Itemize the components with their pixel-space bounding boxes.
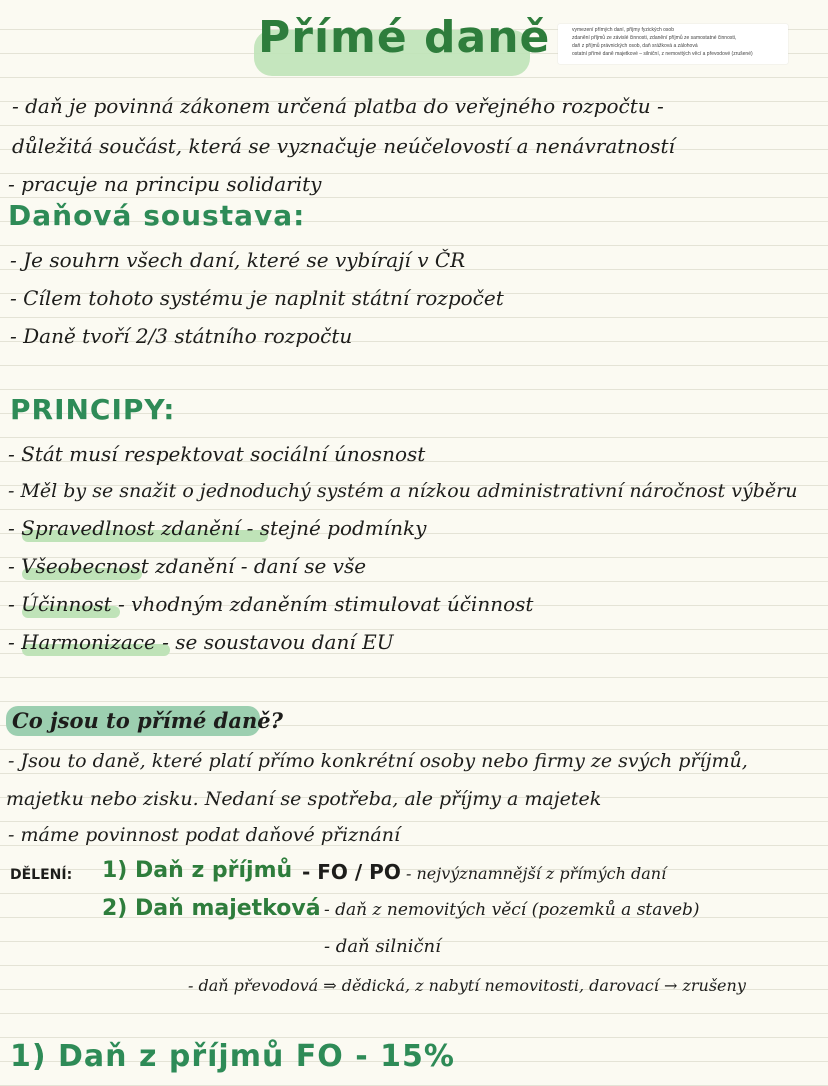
deleni-label: DĚLENÍ:	[10, 867, 73, 883]
sticky-note-item: · vymezení přímých daní, příjmy fyzických osob	[572, 26, 784, 34]
sticky-note-item: · ostatní přímé daně majetkové – silniční, z nemovitých věcí a převodové (zrušené)	[572, 50, 784, 58]
principy-line-3: - Spravedlnost zdanění - stejné podmínky	[8, 516, 427, 540]
soustava-line-3: - Daně tvoří 2/3 státního rozpočtu	[10, 324, 353, 348]
principy-line-1: - Stát musí respektovat sociální únosnost	[8, 442, 426, 466]
deleni-item-2-a: - daň z nemovitých věcí (pozemků a staveb)	[324, 900, 700, 920]
prime-heading: Co jsou to přímé daně?	[12, 708, 283, 733]
deleni-item-2-b: - daň silniční	[324, 936, 441, 957]
intro-line-1: - daň je povinná zákonem určená platba do veřejného rozpočtu -	[12, 94, 664, 118]
bottom-heading: 1) Daň z příjmů FO - 15%	[10, 1039, 455, 1074]
soustava-heading: Daňová soustava:	[8, 199, 306, 232]
principy-line-6: - Harmonizace - se soustavou daní EU	[8, 630, 394, 654]
principy-line-5: - Účinnost - vhodným zdaněním stimulovat účinnost	[8, 592, 534, 616]
prime-line-3: - máme povinnost podat daňové přiznání	[8, 824, 401, 846]
soustava-line-1: - Je souhrn všech daní, které se vybírají v ČR	[10, 248, 466, 272]
principy-heading: PRINCIPY:	[10, 393, 176, 426]
deleni-item-1-note: - FO / PO	[302, 860, 401, 884]
sticky-note-item: · daň z příjmů právnických osob, daň srážková a zálohová	[572, 42, 784, 50]
prime-line-1: - Jsou to daně, které platí přímo konkrétní osoby nebo firmy ze svých příjmů,	[8, 750, 748, 772]
principy-line-2: - Měl by se snažit o jednoduchý systém a nízkou administrativní náročnost výběru	[8, 480, 798, 502]
deleni-item-2-c: - daň převodová ⇒ dědická, z nabytí nemovitosti, darovací → zrušeny	[188, 976, 746, 995]
sticky-note-list	[562, 26, 784, 58]
intro-line-2: důležitá součást, která se vyznačuje neúčelovostí a nenávratností	[12, 134, 675, 158]
deleni-item-2: 2) Daň majetková	[102, 896, 321, 921]
prime-line-2: majetku nebo zisku. Nedaní se spotřeba, ale příjmy a majetek	[6, 788, 602, 810]
soustava-line-2: - Cílem tohoto systému je naplnit státní rozpočet	[10, 286, 504, 310]
principy-line-4: - Všeobecnost zdanění - daní se vše	[8, 554, 367, 578]
sticky-note-item: · zdanění příjmů ze závislé činnosti, zdanění příjmů ze samostatné činnosti,	[572, 34, 784, 42]
page-title: Přímé daně	[258, 12, 551, 63]
deleni-item-1-rest: - nejvýznamnější z přímých daní	[406, 864, 667, 883]
intro-line-3: - pracuje na principu solidarity	[8, 172, 322, 196]
deleni-item-1: 1) Daň z příjmů	[102, 858, 293, 883]
sticky-note	[558, 24, 788, 64]
